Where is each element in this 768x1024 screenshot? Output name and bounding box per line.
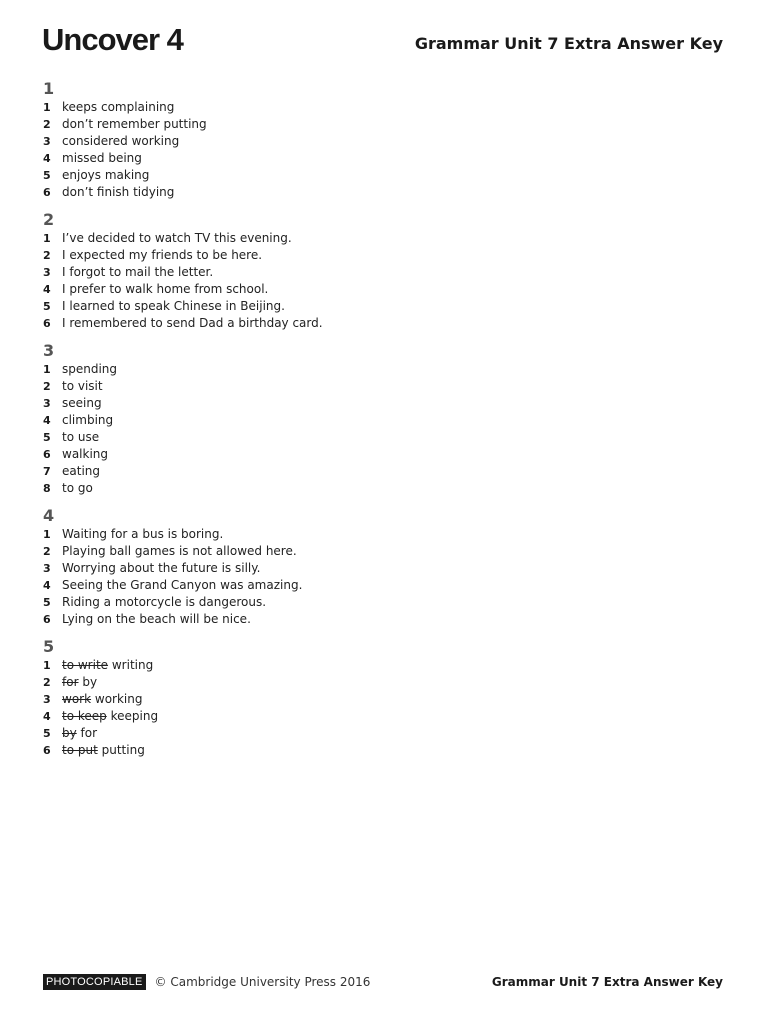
exercise-number: 2 bbox=[43, 210, 55, 229]
answer-item bbox=[43, 247, 723, 264]
answer-item bbox=[43, 674, 723, 691]
answer-text: I forgot to mail the letter. bbox=[62, 265, 214, 279]
exercise-section bbox=[43, 210, 723, 332]
copyright-notice: © Cambridge University Press 2016 bbox=[154, 975, 371, 989]
corrected-word: working bbox=[94, 692, 143, 706]
answer-text: missed being bbox=[62, 151, 142, 165]
uncover-logo: Uncover 4 bbox=[42, 22, 183, 57]
answer-text bbox=[62, 674, 97, 691]
answer-item bbox=[43, 543, 723, 560]
page-title: Grammar Unit 7 Extra Answer Key bbox=[414, 34, 723, 53]
answer-number: 3 bbox=[43, 397, 51, 410]
answer-text bbox=[62, 691, 142, 708]
answer-item bbox=[43, 281, 723, 298]
answer-number: 2 bbox=[43, 249, 51, 262]
answer-number: 7 bbox=[43, 465, 51, 478]
answer-text: considered working bbox=[62, 134, 180, 148]
answer-text: Playing ball games is not allowed here. bbox=[62, 544, 297, 558]
answer-text: don’t finish tidying bbox=[62, 185, 175, 199]
answer-item bbox=[43, 742, 723, 759]
answer-number: 6 bbox=[43, 317, 51, 330]
answer-text: Lying on the beach will be nice. bbox=[62, 612, 251, 626]
answer-item bbox=[43, 116, 723, 133]
answer-number: 1 bbox=[43, 232, 51, 245]
exercise-section bbox=[43, 341, 723, 497]
answer-item bbox=[43, 150, 723, 167]
answer-item bbox=[43, 133, 723, 150]
exercise-section bbox=[43, 79, 723, 201]
answer-number: 6 bbox=[43, 744, 51, 757]
answer-item bbox=[43, 594, 723, 611]
struck-word: for bbox=[62, 675, 79, 689]
answer-text: walking bbox=[62, 447, 109, 461]
answer-item bbox=[43, 298, 723, 315]
answer-text: seeing bbox=[62, 396, 102, 410]
answer-text: I remembered to send Dad a birthday card. bbox=[62, 316, 323, 330]
answer-number: 1 bbox=[43, 659, 51, 672]
answer-text: I’ve decided to watch TV this evening. bbox=[62, 231, 292, 245]
answer-item bbox=[43, 725, 723, 742]
answer-item bbox=[43, 167, 723, 184]
answer-number: 2 bbox=[43, 380, 51, 393]
answer-item bbox=[43, 230, 723, 247]
answer-item bbox=[43, 560, 723, 577]
struck-word: by bbox=[62, 726, 77, 740]
answer-text: don’t remember putting bbox=[62, 117, 207, 131]
corrected-word: putting bbox=[101, 743, 145, 757]
answer-item bbox=[43, 264, 723, 281]
answer-number: 1 bbox=[43, 363, 51, 376]
photocopiable-badge: PHOTOCOPIABLE bbox=[43, 974, 146, 990]
answer-item bbox=[43, 412, 723, 429]
corrected-word: writing bbox=[111, 658, 154, 672]
answer-text: I prefer to walk home from school. bbox=[62, 282, 269, 296]
answer-number: 4 bbox=[43, 283, 51, 296]
answer-number: 3 bbox=[43, 135, 51, 148]
answer-number: 8 bbox=[43, 482, 51, 495]
answer-text bbox=[62, 708, 158, 725]
struck-word: to put bbox=[62, 743, 98, 757]
answer-number: 3 bbox=[43, 693, 51, 706]
corrected-word: for bbox=[80, 726, 98, 740]
answer-number: 6 bbox=[43, 186, 51, 199]
corrected-word: by bbox=[82, 675, 98, 689]
answer-number: 6 bbox=[43, 613, 51, 626]
answer-text: Waiting for a bus is boring. bbox=[62, 527, 224, 541]
answer-number: 4 bbox=[43, 579, 51, 592]
exercise-number: 4 bbox=[43, 506, 55, 525]
answer-number: 4 bbox=[43, 152, 51, 165]
answer-number: 3 bbox=[43, 266, 51, 279]
answer-item bbox=[43, 708, 723, 725]
footer-title: Grammar Unit 7 Extra Answer Key bbox=[491, 975, 723, 989]
answer-item bbox=[43, 611, 723, 628]
answer-number: 2 bbox=[43, 545, 51, 558]
exercise-number: 5 bbox=[43, 637, 55, 656]
answer-number: 2 bbox=[43, 676, 51, 689]
answer-text bbox=[62, 657, 153, 674]
exercise-number: 1 bbox=[43, 79, 55, 98]
answer-text: spending bbox=[62, 362, 118, 376]
answer-number: 5 bbox=[43, 169, 51, 182]
answer-number: 5 bbox=[43, 431, 51, 444]
answer-number: 6 bbox=[43, 448, 51, 461]
answer-item bbox=[43, 480, 723, 497]
answer-item bbox=[43, 184, 723, 201]
answer-text: I learned to speak Chinese in Beijing. bbox=[62, 299, 285, 313]
answer-number: 5 bbox=[43, 596, 51, 609]
answer-text: keeps complaining bbox=[62, 100, 175, 114]
answer-number: 2 bbox=[43, 118, 51, 131]
answer-number: 5 bbox=[43, 300, 51, 313]
answer-number: 1 bbox=[43, 101, 51, 114]
answer-text: eating bbox=[62, 464, 100, 478]
exercise-number: 3 bbox=[43, 341, 55, 360]
answer-item bbox=[43, 429, 723, 446]
answer-item bbox=[43, 691, 723, 708]
answer-text: Worrying about the future is silly. bbox=[62, 561, 261, 575]
answer-text bbox=[62, 725, 97, 742]
exercise-section bbox=[43, 637, 723, 759]
answer-item bbox=[43, 315, 723, 332]
answer-item bbox=[43, 395, 723, 412]
struck-word: to keep bbox=[62, 709, 107, 723]
answer-item bbox=[43, 361, 723, 378]
answer-item bbox=[43, 99, 723, 116]
struck-word: work bbox=[62, 692, 92, 706]
answer-text: Seeing the Grand Canyon was amazing. bbox=[62, 578, 303, 592]
corrected-word: keeping bbox=[110, 709, 159, 723]
answer-key-content bbox=[43, 79, 723, 768]
answer-text: to go bbox=[62, 481, 93, 495]
answer-number: 4 bbox=[43, 710, 51, 723]
answer-number: 4 bbox=[43, 414, 51, 427]
exercise-section bbox=[43, 506, 723, 628]
answer-number: 1 bbox=[43, 528, 51, 541]
answer-text: to visit bbox=[62, 379, 103, 393]
answer-item bbox=[43, 446, 723, 463]
answer-item bbox=[43, 378, 723, 395]
answer-item bbox=[43, 526, 723, 543]
answer-number: 5 bbox=[43, 727, 51, 740]
struck-word: to write bbox=[62, 658, 109, 672]
answer-text: I expected my friends to be here. bbox=[62, 248, 263, 262]
answer-text: climbing bbox=[62, 413, 114, 427]
answer-text bbox=[62, 742, 145, 759]
answer-item bbox=[43, 657, 723, 674]
answer-item bbox=[43, 577, 723, 594]
answer-number: 3 bbox=[43, 562, 51, 575]
answer-text: to use bbox=[62, 430, 100, 444]
answer-text: Riding a motorcycle is dangerous. bbox=[62, 595, 267, 609]
answer-text: enjoys making bbox=[62, 168, 150, 182]
answer-item bbox=[43, 463, 723, 480]
page-footer bbox=[43, 973, 723, 991]
